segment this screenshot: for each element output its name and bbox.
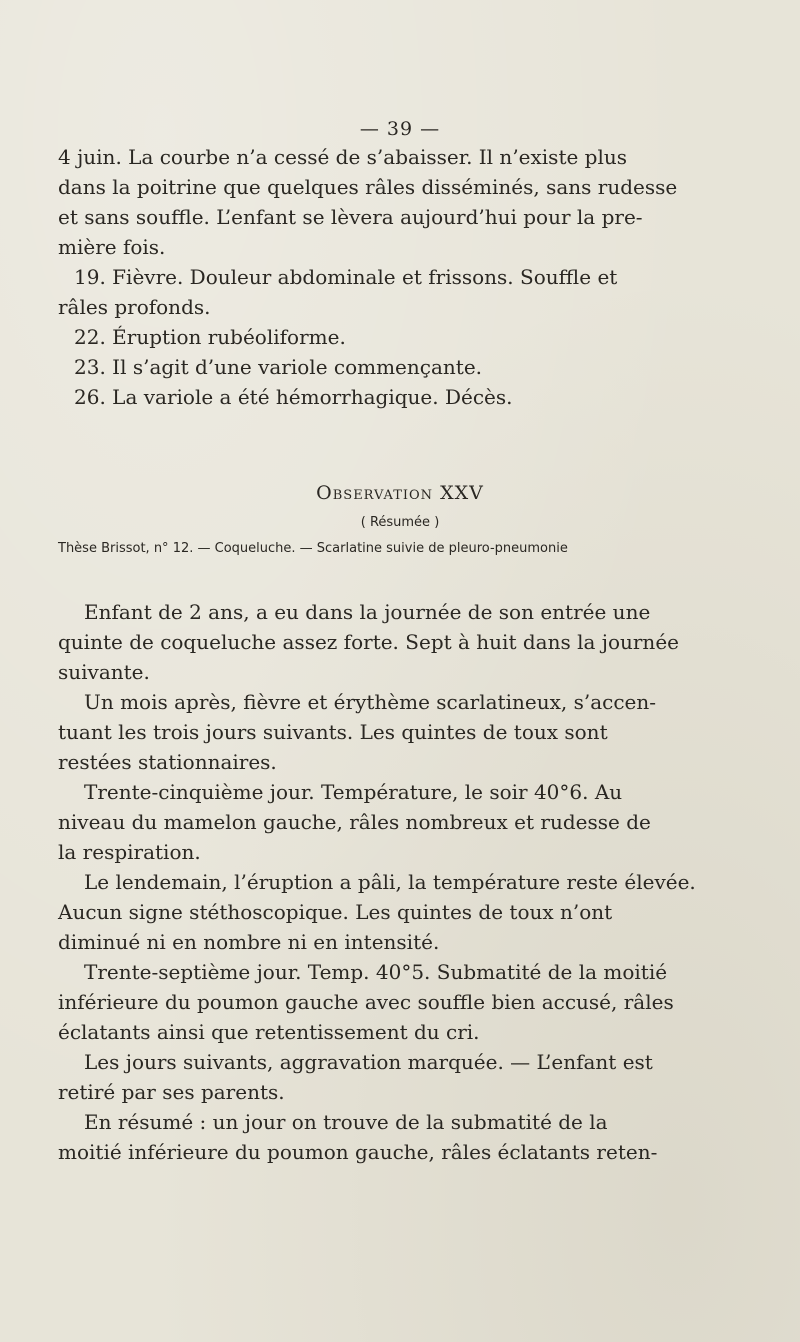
text-line: et sans souffle. L’enfant se lèvera aujourd’hui pour la pre- bbox=[58, 205, 643, 229]
text-line: 4 juin. La courbe n’a cessé de s’abaisser. Il n’existe plus bbox=[58, 145, 628, 169]
paragraph bbox=[58, 777, 770, 867]
text-line: Enfant de 2 ans, a eu dans la journée de son entrée une bbox=[84, 600, 651, 624]
observation-body bbox=[58, 597, 770, 1167]
text-line: Aucun signe stéthoscopique. Les quintes de toux n’ont bbox=[58, 900, 613, 924]
entry-4-juin bbox=[58, 142, 770, 262]
text-line: retiré par ses parents. bbox=[58, 1080, 285, 1104]
entry-26 bbox=[58, 382, 770, 412]
text-line: inférieure du poumon gauche avec souffle bien accusé, râles bbox=[58, 990, 674, 1014]
paragraph bbox=[58, 1047, 770, 1107]
text-line: Trente-septième jour. Temp. 40°5. Submatité de la moitié bbox=[84, 960, 668, 984]
text-line: mière fois. bbox=[58, 235, 166, 259]
text-line: râles profonds. bbox=[58, 295, 211, 319]
text-line: restées stationnaires. bbox=[58, 750, 277, 774]
text-line: Trente-cinquième jour. Température, le soir 40°6. Au bbox=[84, 780, 623, 804]
paragraph bbox=[58, 597, 770, 687]
text-line: moitié inférieure du poumon gauche, râles éclatants reten- bbox=[58, 1140, 658, 1164]
text-line: éclatants ainsi que retentissement du cri. bbox=[58, 1020, 480, 1044]
text-line: 26. La variole a été hémorrhagique. Décès. bbox=[74, 385, 513, 409]
text-line: 19. Fièvre. Douleur abdominale et frissons. Souffle et bbox=[74, 265, 618, 289]
text-line: suivante. bbox=[58, 660, 150, 684]
text-line: la respiration. bbox=[58, 840, 201, 864]
text-line: 22. Éruption rubéoliforme. bbox=[74, 325, 346, 349]
observation-subtitle: ( Résumée ) bbox=[360, 515, 440, 530]
page-number: — 39 — bbox=[359, 118, 441, 140]
entry-23 bbox=[58, 352, 770, 382]
paragraph bbox=[58, 687, 770, 777]
text-line: tuant les trois jours suivants. Les quintes de toux sont bbox=[58, 720, 608, 744]
entry-22 bbox=[58, 322, 770, 352]
text-line: 23. Il s’agit d’une variole commençante. bbox=[74, 355, 483, 379]
text-line: niveau du mamelon gauche, râles nombreux et rudesse de bbox=[58, 810, 651, 834]
observation-source: Thèse Brissot, n° 12. — Coqueluche. — Scarlatine suivie de pleuro-pneumonie bbox=[58, 541, 568, 556]
text-line: Le lendemain, l’éruption a pâli, la température reste élevée. bbox=[84, 870, 696, 894]
paragraph bbox=[58, 1107, 770, 1167]
text-line: dans la poitrine que quelques râles disséminés, sans rudesse bbox=[58, 175, 678, 199]
text-line: En résumé : un jour on trouve de la submatité de la bbox=[84, 1110, 608, 1134]
observation-title: Observation XXV bbox=[316, 482, 484, 504]
diary-entries bbox=[58, 142, 770, 412]
text-line: Les jours suivants, aggravation marquée. — L’enfant est bbox=[84, 1050, 653, 1074]
paragraph bbox=[58, 867, 770, 957]
paragraph bbox=[58, 957, 770, 1047]
text-line: diminué ni en nombre ni en intensité. bbox=[58, 930, 440, 954]
entry-19 bbox=[58, 262, 770, 322]
text-line: Un mois après, fièvre et érythème scarlatineux, s’accen- bbox=[84, 690, 657, 714]
text-line: quinte de coqueluche assez forte. Sept à huit dans la journée bbox=[58, 630, 679, 654]
